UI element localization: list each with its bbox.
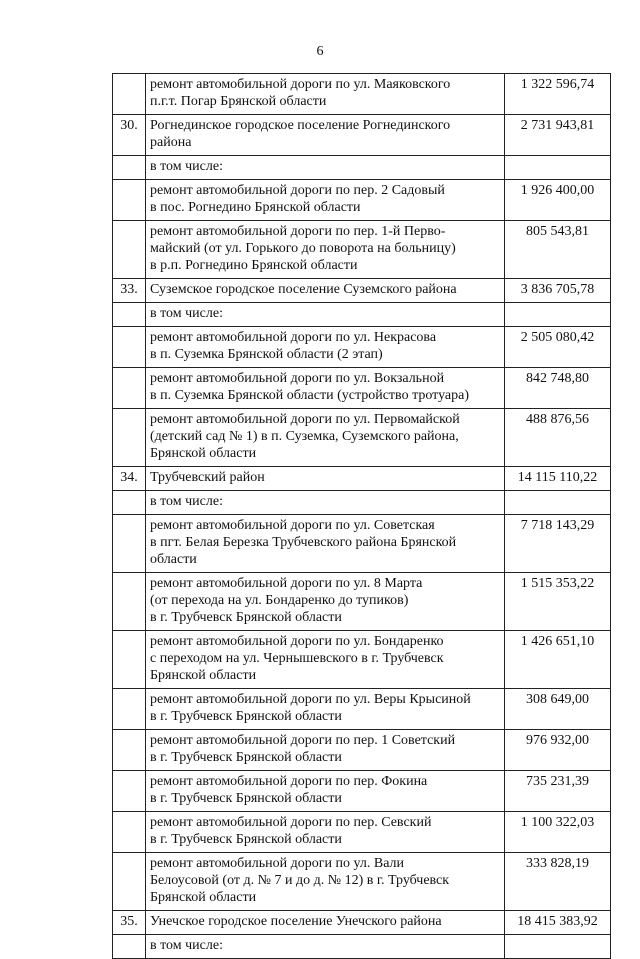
funding-table-body [113,74,611,959]
row-amount [505,156,611,180]
row-number [113,221,146,279]
row-description: Рогнединское городское поселение Рогнединского района [146,115,505,156]
row-number [113,180,146,221]
row-description: ремонт автомобильной дороги по ул. Маяковского п.г.т. Погар Брянской области [146,74,505,115]
row-number: 34. [113,467,146,491]
row-description: в том числе: [146,156,505,180]
row-number: 35. [113,911,146,935]
row-description: ремонт автомобильной дороги по ул. Вали Белоусовой (от д. № 7 и до д. № 12) в г. Трубчевск Брянской области [146,853,505,911]
row-amount: 1 100 322,03 [505,812,611,853]
row-number [113,303,146,327]
row-number [113,730,146,771]
row-description: ремонт автомобильной дороги по ул. Некрасова в п. Суземка Брянской области (2 этап) [146,327,505,368]
row-description: ремонт автомобильной дороги по пер. Севский в г. Трубчевск Брянской области [146,812,505,853]
row-description: ремонт автомобильной дороги по пер. 1-й Перво- майский (от ул. Горького до поворота на больницу) в р.п. Рогнедино Брянской области [146,221,505,279]
table-row [113,730,611,771]
table-row [113,156,611,180]
row-description: ремонт автомобильной дороги по ул. Веры Крысиной в г. Трубчевск Брянской области [146,689,505,730]
row-number [113,327,146,368]
row-number [113,853,146,911]
row-description: Суземское городское поселение Суземского района [146,279,505,303]
row-description: ремонт автомобильной дороги по ул. Бондаренко с переходом на ул. Чернышевского в г. Трубчевск Брянской области [146,631,505,689]
row-number [113,368,146,409]
row-number [113,771,146,812]
row-description: ремонт автомобильной дороги по ул. Вокзальной в п. Суземка Брянской области (устройство тротуара) [146,368,505,409]
row-amount: 333 828,19 [505,853,611,911]
row-number [113,491,146,515]
row-description: в том числе: [146,935,505,959]
row-amount [505,935,611,959]
row-amount: 2 731 943,81 [505,115,611,156]
table-row [113,74,611,115]
table-row [113,221,611,279]
row-amount: 3 836 705,78 [505,279,611,303]
table-row [113,467,611,491]
row-description: ремонт автомобильной дороги по пер. Фокина в г. Трубчевск Брянской области [146,771,505,812]
row-number [113,689,146,730]
row-amount: 1 515 353,22 [505,573,611,631]
table-row [113,327,611,368]
row-number [113,935,146,959]
row-amount: 18 415 383,92 [505,911,611,935]
row-number [113,409,146,467]
row-amount [505,491,611,515]
row-amount: 7 718 143,29 [505,515,611,573]
row-amount [505,303,611,327]
row-number: 30. [113,115,146,156]
table-row [113,853,611,911]
table-row [113,689,611,730]
row-description: Унечское городское поселение Унечского района [146,911,505,935]
table-row [113,491,611,515]
page-number: 6 [316,44,324,59]
funding-table [112,73,611,959]
row-number [113,573,146,631]
row-description: ремонт автомобильной дороги по ул. Первомайской (детский сад № 1) в п. Суземка, Суземского района, Брянской области [146,409,505,467]
table-row [113,935,611,959]
row-amount: 2 505 080,42 [505,327,611,368]
row-description: Трубчевский район [146,467,505,491]
row-amount: 735 231,39 [505,771,611,812]
table-row [113,303,611,327]
table-row [113,631,611,689]
table-row [113,573,611,631]
row-description: в том числе: [146,303,505,327]
row-description: в том числе: [146,491,505,515]
row-number [113,812,146,853]
row-amount: 1 926 400,00 [505,180,611,221]
table-row [113,279,611,303]
row-amount: 842 748,80 [505,368,611,409]
row-amount: 14 115 110,22 [505,467,611,491]
row-amount: 976 932,00 [505,730,611,771]
row-amount: 805 543,81 [505,221,611,279]
table-row [113,115,611,156]
table-row [113,911,611,935]
row-amount: 1 426 651,10 [505,631,611,689]
table-row [113,180,611,221]
table-row [113,368,611,409]
table-row [113,771,611,812]
row-description: ремонт автомобильной дороги по пер. 1 Советский в г. Трубчевск Брянской области [146,730,505,771]
row-description: ремонт автомобильной дороги по пер. 2 Садовый в пос. Рогнедино Брянской области [146,180,505,221]
row-amount: 488 876,56 [505,409,611,467]
row-description: ремонт автомобильной дороги по ул. Советская в пгт. Белая Березка Трубчевского района Брянской области [146,515,505,573]
row-number [113,156,146,180]
row-number [113,631,146,689]
row-amount: 308 649,00 [505,689,611,730]
row-amount: 1 322 596,74 [505,74,611,115]
table-row [113,812,611,853]
table-row [113,515,611,573]
row-number: 33. [113,279,146,303]
table-row [113,409,611,467]
row-number [113,515,146,573]
row-number [113,74,146,115]
row-description: ремонт автомобильной дороги по ул. 8 Марта (от перехода на ул. Бондаренко до тупиков) в г. Трубчевск Брянской области [146,573,505,631]
